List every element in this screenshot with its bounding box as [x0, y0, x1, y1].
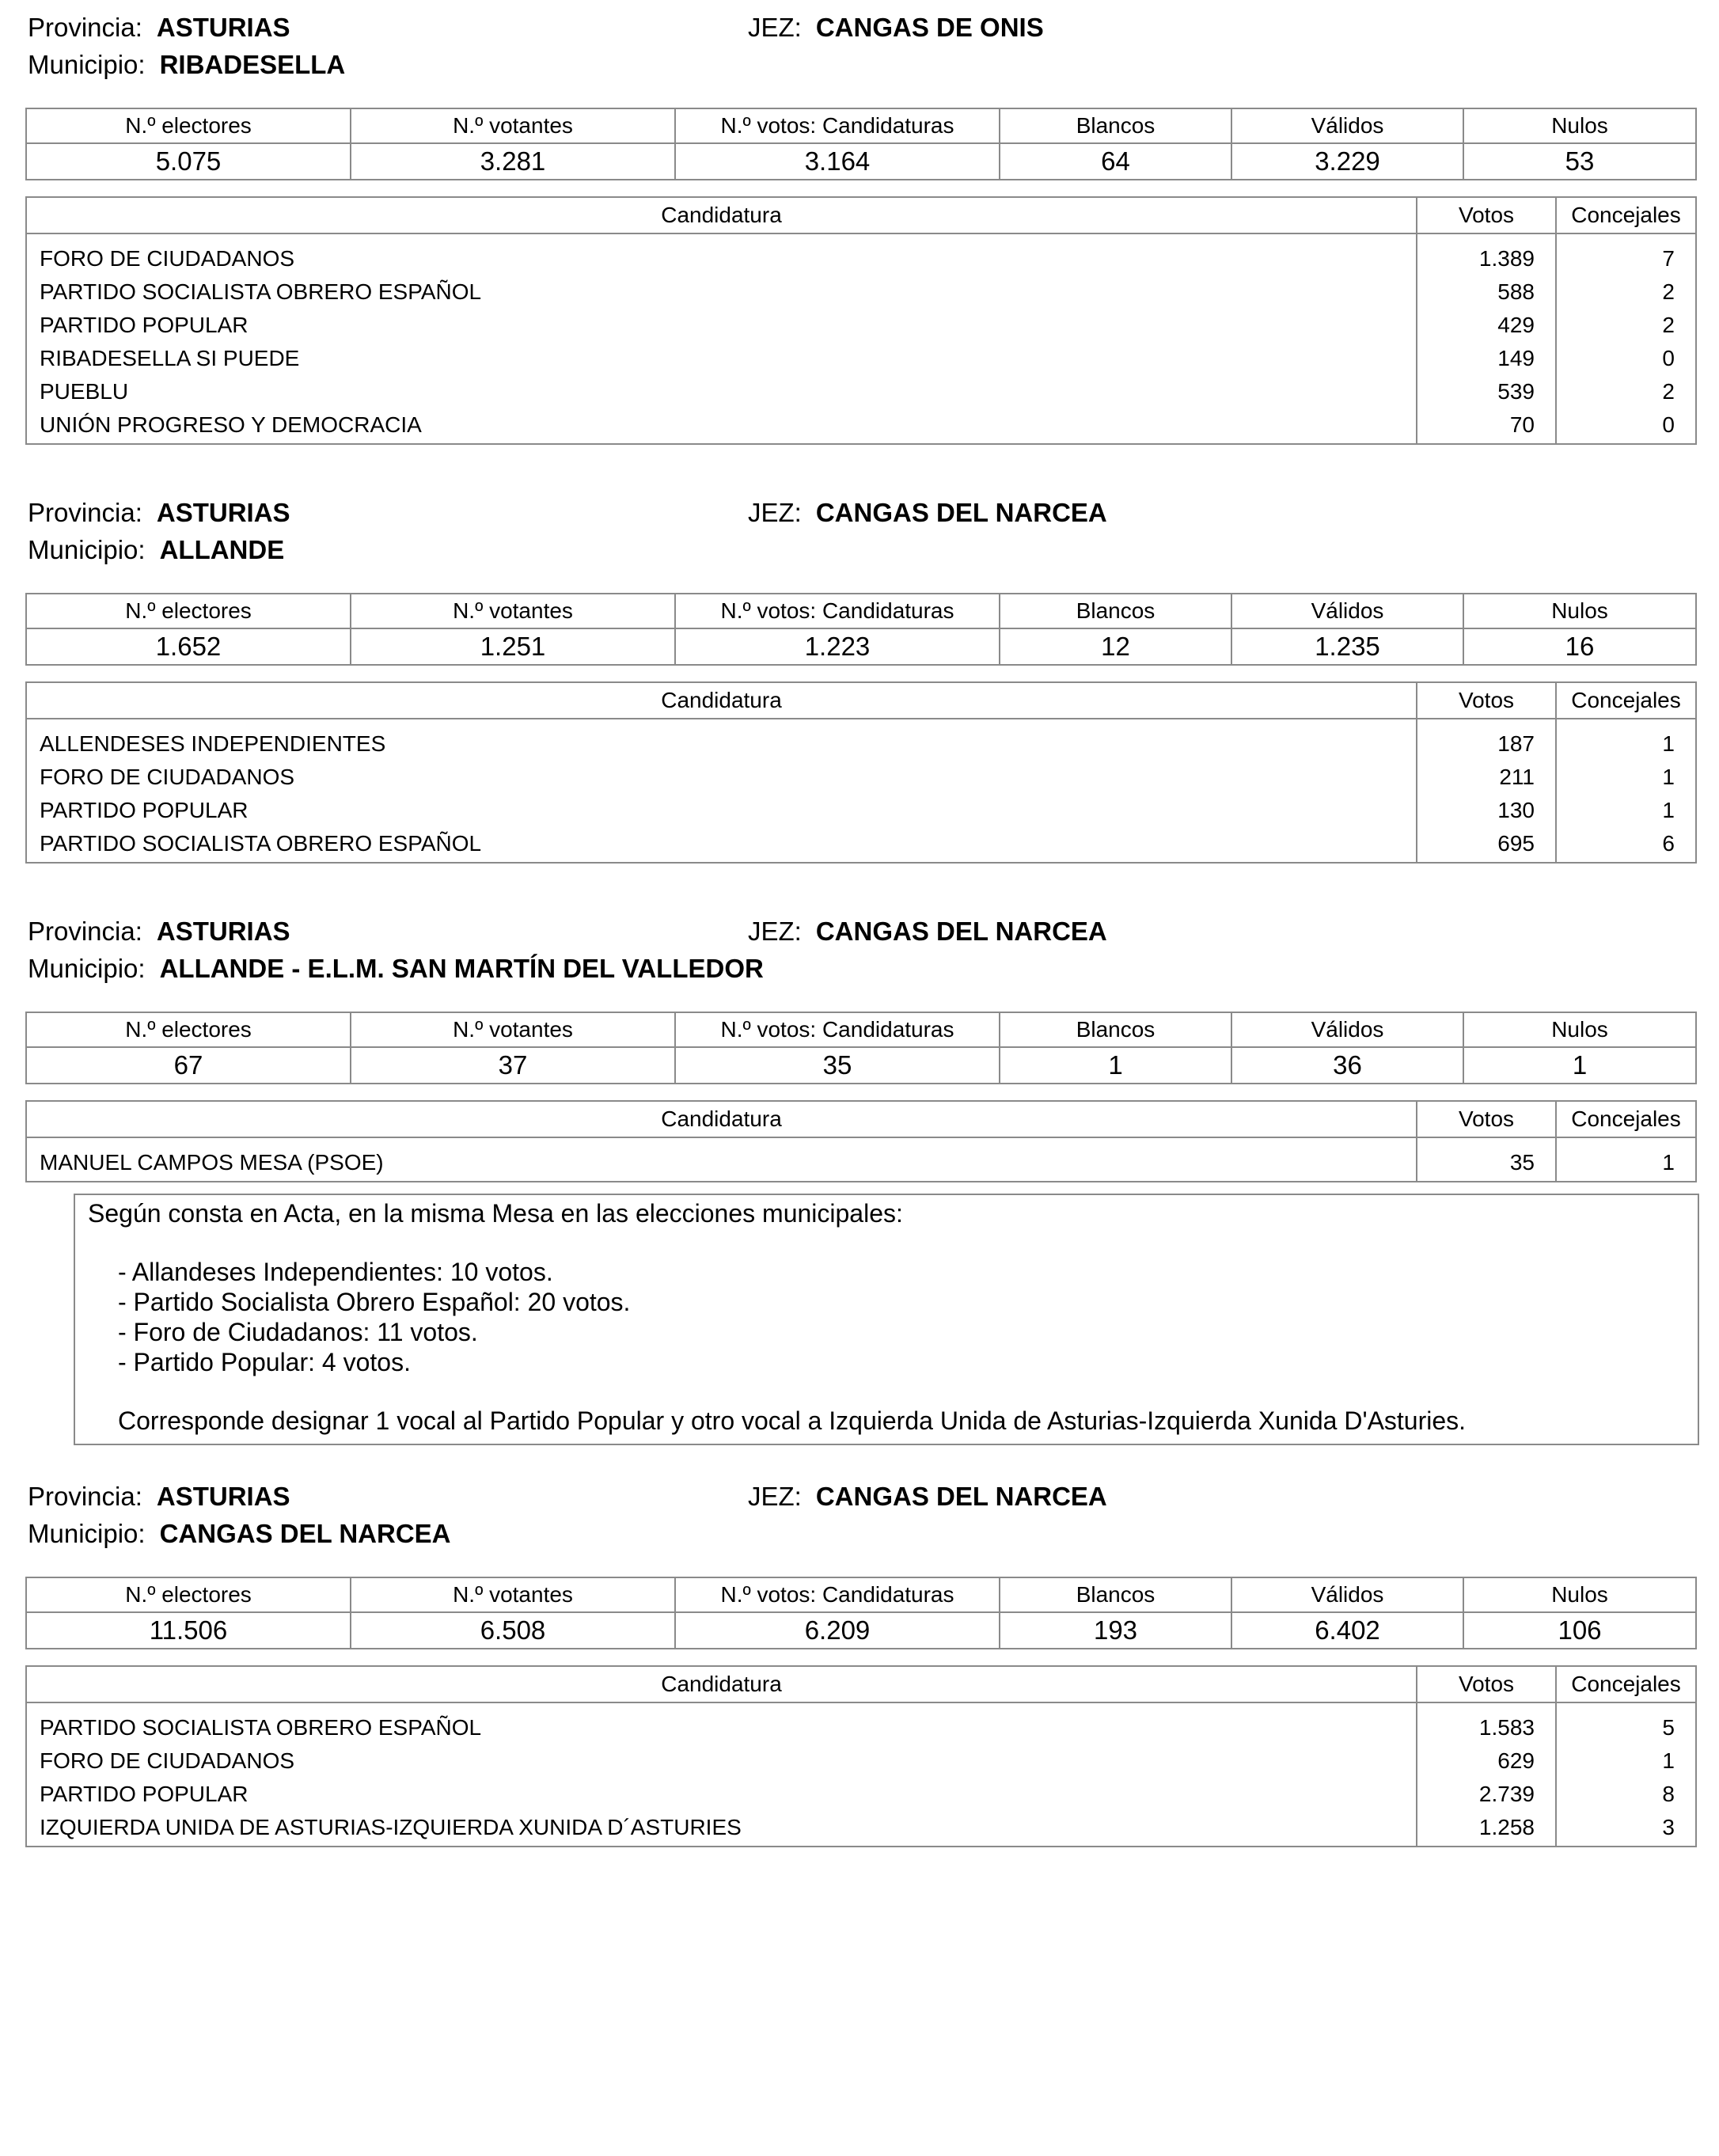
value-votos-candidaturas: 1.223 — [675, 628, 1000, 665]
candidate-concejales: 7 — [1662, 246, 1675, 271]
candidate-votes: 695 — [1497, 831, 1535, 856]
candidate-concejales-column — [1556, 719, 1696, 863]
candidates-table — [25, 681, 1697, 864]
header-validos: Válidos — [1231, 1012, 1463, 1047]
candidate-name: PUEBLU — [40, 379, 129, 404]
candidate-concejales: 2 — [1662, 313, 1675, 337]
provincia-label: Provincia: — [28, 498, 142, 527]
provincia-row — [28, 917, 290, 947]
summary-value-row — [26, 1047, 1696, 1084]
header-blancos: Blancos — [1000, 1012, 1231, 1047]
header-concejales: Concejales — [1556, 197, 1696, 233]
candidate-name: UNIÓN PROGRESO Y DEMOCRACIA — [40, 412, 422, 437]
candidates-header-row — [26, 1101, 1696, 1137]
municipio-row — [28, 535, 284, 565]
header-votantes: N.º votantes — [351, 108, 675, 143]
header-electores: N.º electores — [26, 594, 351, 628]
candidates-body-row — [26, 233, 1696, 444]
summary-value-row — [26, 143, 1696, 180]
summary-header-row — [26, 1012, 1696, 1047]
candidate-name: PARTIDO SOCIALISTA OBRERO ESPAÑOL — [40, 279, 482, 304]
candidate-concejales-column — [1556, 1137, 1696, 1182]
candidate-concejales: 1 — [1662, 798, 1675, 822]
header-blancos: Blancos — [1000, 594, 1231, 628]
provincia-label: Provincia: — [28, 917, 142, 946]
candidate-votes: 187 — [1497, 731, 1535, 756]
value-votantes: 3.281 — [351, 143, 675, 180]
candidates-body-row — [26, 1137, 1696, 1182]
value-blancos: 193 — [1000, 1612, 1231, 1649]
value-votantes: 37 — [351, 1047, 675, 1084]
candidate-concejales: 0 — [1662, 346, 1675, 370]
summary-value-row — [26, 1612, 1696, 1649]
candidate-concejales: 3 — [1662, 1815, 1675, 1839]
candidate-concejales: 1 — [1662, 1150, 1675, 1175]
municipio-label: Municipio: — [28, 50, 146, 79]
value-votos-candidaturas: 6.209 — [675, 1612, 1000, 1649]
note-spacer — [88, 1377, 1698, 1406]
summary-table — [25, 108, 1697, 180]
jez-label: JEZ: — [748, 1482, 802, 1511]
candidate-concejales: 1 — [1662, 731, 1675, 756]
candidate-concejales-column — [1556, 233, 1696, 444]
value-electores: 11.506 — [26, 1612, 351, 1649]
provincia-value: ASTURIAS — [156, 13, 290, 42]
candidate-names-column — [26, 233, 1417, 444]
header-nulos: Nulos — [1463, 1012, 1696, 1047]
candidate-name: FORO DE CIUDADANOS — [40, 246, 295, 271]
value-blancos: 64 — [1000, 143, 1231, 180]
candidates-table — [25, 1665, 1697, 1847]
candidate-votes: 149 — [1497, 346, 1535, 370]
municipio-label: Municipio: — [28, 535, 146, 564]
candidate-votes: 429 — [1497, 313, 1535, 337]
candidate-concejales: 0 — [1662, 412, 1675, 437]
candidate-name: PARTIDO POPULAR — [40, 1782, 249, 1806]
candidate-name: IZQUIERDA UNIDA DE ASTURIAS-IZQUIERDA XUNIDA D´ASTURIES — [40, 1815, 742, 1839]
candidate-name: ALLENDESES INDEPENDIENTES — [40, 731, 386, 756]
provincia-row — [28, 13, 290, 43]
jez-label: JEZ: — [748, 13, 802, 42]
header-votos: Votos — [1417, 197, 1556, 233]
acta-note-box — [74, 1194, 1699, 1445]
value-nulos: 53 — [1463, 143, 1696, 180]
header-concejales: Concejales — [1556, 682, 1696, 719]
jez-row — [748, 917, 1107, 947]
header-electores: N.º electores — [26, 1577, 351, 1612]
summary-header-row — [26, 108, 1696, 143]
header-votos-candidaturas: N.º votos: Candidaturas — [675, 108, 1000, 143]
municipio-row — [28, 1519, 451, 1549]
header-votos-candidaturas: N.º votos: Candidaturas — [675, 1012, 1000, 1047]
header-candidatura: Candidatura — [26, 197, 1417, 233]
header-concejales: Concejales — [1556, 1666, 1696, 1702]
candidates-body-row — [26, 719, 1696, 863]
summary-table — [25, 1012, 1697, 1084]
header-electores: N.º electores — [26, 108, 351, 143]
provincia-value: ASTURIAS — [156, 1482, 290, 1511]
value-votos-candidaturas: 35 — [675, 1047, 1000, 1084]
provincia-row — [28, 1482, 290, 1512]
header-candidatura: Candidatura — [26, 1101, 1417, 1137]
candidate-votes: 588 — [1497, 279, 1535, 304]
note-item: - Partido Socialista Obrero Español: 20 votos. — [118, 1288, 631, 1316]
candidates-table — [25, 1100, 1697, 1182]
header-electores: N.º electores — [26, 1012, 351, 1047]
candidates-header-row — [26, 1666, 1696, 1702]
value-nulos: 16 — [1463, 628, 1696, 665]
candidate-votes: 539 — [1497, 379, 1535, 404]
candidates-header-row — [26, 682, 1696, 719]
municipio-value: ALLANDE — [159, 535, 285, 564]
candidate-name: RIBADESELLA SI PUEDE — [40, 346, 300, 370]
header-validos: Válidos — [1231, 108, 1463, 143]
candidate-name: PARTIDO POPULAR — [40, 798, 249, 822]
municipio-label: Municipio: — [28, 1519, 146, 1548]
jez-value: CANGAS DEL NARCEA — [815, 1482, 1107, 1511]
candidate-votes-column — [1417, 233, 1556, 444]
value-validos: 3.229 — [1231, 143, 1463, 180]
value-electores: 1.652 — [26, 628, 351, 665]
header-concejales: Concejales — [1556, 1101, 1696, 1137]
candidate-votes-column — [1417, 719, 1556, 863]
candidate-concejales: 6 — [1662, 831, 1675, 856]
value-votantes: 1.251 — [351, 628, 675, 665]
candidate-votes: 211 — [1499, 765, 1535, 789]
summary-table — [25, 1577, 1697, 1649]
value-validos: 6.402 — [1231, 1612, 1463, 1649]
jez-row — [748, 13, 1044, 43]
header-votantes: N.º votantes — [351, 1577, 675, 1612]
value-blancos: 1 — [1000, 1047, 1231, 1084]
candidate-votes: 2.739 — [1478, 1782, 1535, 1806]
summary-table — [25, 593, 1697, 666]
note-conclusion: Corresponde designar 1 vocal al Partido Popular y otro vocal a Izquierda Unida de Asturias-Izquierda Xunida D'Asturies. — [118, 1406, 1467, 1435]
header-votantes: N.º votantes — [351, 1012, 675, 1047]
value-electores: 5.075 — [26, 143, 351, 180]
candidate-names-column — [26, 1702, 1417, 1847]
value-validos: 36 — [1231, 1047, 1463, 1084]
provincia-value: ASTURIAS — [156, 917, 290, 946]
candidate-votes: 130 — [1497, 798, 1535, 822]
jez-row — [748, 1482, 1107, 1512]
candidates-body-row — [26, 1702, 1696, 1847]
header-votos: Votos — [1417, 1101, 1556, 1137]
jez-value: CANGAS DEL NARCEA — [815, 917, 1107, 946]
candidate-votes: 1.583 — [1478, 1715, 1535, 1740]
candidate-concejales: 1 — [1662, 765, 1675, 789]
value-validos: 1.235 — [1231, 628, 1463, 665]
header-candidatura: Candidatura — [26, 1666, 1417, 1702]
candidate-votes: 1.258 — [1478, 1815, 1535, 1839]
municipio-row — [28, 954, 764, 984]
note-intro: Según consta en Acta, en la misma Mesa en las elecciones municipales: — [88, 1199, 903, 1228]
candidate-concejales: 1 — [1662, 1748, 1675, 1773]
candidate-votes: 629 — [1497, 1748, 1535, 1773]
header-blancos: Blancos — [1000, 108, 1231, 143]
municipio-label: Municipio: — [28, 954, 146, 983]
municipio-value: RIBADESELLA — [159, 50, 346, 79]
value-votantes: 6.508 — [351, 1612, 675, 1649]
jez-value: CANGAS DE ONIS — [815, 13, 1044, 42]
value-blancos: 12 — [1000, 628, 1231, 665]
candidate-names-column — [26, 1137, 1417, 1182]
provincia-value: ASTURIAS — [156, 498, 290, 527]
header-votos-candidaturas: N.º votos: Candidaturas — [675, 1577, 1000, 1612]
candidate-name: MANUEL CAMPOS MESA (PSOE) — [40, 1150, 384, 1175]
note-spacer — [88, 1228, 1698, 1257]
candidates-table — [25, 196, 1697, 445]
candidate-votes: 70 — [1509, 412, 1535, 437]
candidate-concejales: 8 — [1662, 1782, 1675, 1806]
candidate-name: PARTIDO POPULAR — [40, 313, 249, 337]
header-validos: Válidos — [1231, 1577, 1463, 1612]
candidate-votes: 35 — [1509, 1150, 1535, 1175]
candidate-name: FORO DE CIUDADANOS — [40, 1748, 295, 1773]
provincia-row — [28, 498, 290, 528]
municipio-value: ALLANDE - E.L.M. SAN MARTÍN DEL VALLEDOR — [159, 954, 764, 983]
jez-label: JEZ: — [748, 498, 802, 527]
note-item: - Foro de Ciudadanos: 11 votos. — [118, 1318, 478, 1346]
provincia-label: Provincia: — [28, 1482, 142, 1511]
provincia-label: Provincia: — [28, 13, 142, 42]
header-validos: Válidos — [1231, 594, 1463, 628]
candidates-header-row — [26, 197, 1696, 233]
header-votos: Votos — [1417, 682, 1556, 719]
header-candidatura: Candidatura — [26, 682, 1417, 719]
candidate-name: PARTIDO SOCIALISTA OBRERO ESPAÑOL — [40, 831, 482, 856]
note-item: - Allandeses Independientes: 10 votos. — [118, 1258, 553, 1286]
summary-header-row — [26, 594, 1696, 628]
candidate-concejales: 5 — [1662, 1715, 1675, 1740]
municipio-row — [28, 50, 345, 80]
candidate-concejales: 2 — [1662, 279, 1675, 304]
header-votantes: N.º votantes — [351, 594, 675, 628]
header-nulos: Nulos — [1463, 594, 1696, 628]
jez-value: CANGAS DEL NARCEA — [815, 498, 1107, 527]
value-votos-candidaturas: 3.164 — [675, 143, 1000, 180]
value-nulos: 106 — [1463, 1612, 1696, 1649]
candidate-votes-column — [1417, 1702, 1556, 1847]
note-item: - Partido Popular: 4 votos. — [118, 1348, 411, 1376]
header-blancos: Blancos — [1000, 1577, 1231, 1612]
jez-label: JEZ: — [748, 917, 802, 946]
summary-value-row — [26, 628, 1696, 665]
jez-row — [748, 498, 1107, 528]
candidate-name: FORO DE CIUDADANOS — [40, 765, 295, 789]
candidate-votes-column — [1417, 1137, 1556, 1182]
candidate-votes: 1.389 — [1478, 246, 1535, 271]
header-votos-candidaturas: N.º votos: Candidaturas — [675, 594, 1000, 628]
value-electores: 67 — [26, 1047, 351, 1084]
candidate-concejales-column — [1556, 1702, 1696, 1847]
value-nulos: 1 — [1463, 1047, 1696, 1084]
summary-header-row — [26, 1577, 1696, 1612]
candidate-name: PARTIDO SOCIALISTA OBRERO ESPAÑOL — [40, 1715, 482, 1740]
candidate-names-column — [26, 719, 1417, 863]
municipio-value: CANGAS DEL NARCEA — [159, 1519, 451, 1548]
header-votos: Votos — [1417, 1666, 1556, 1702]
header-nulos: Nulos — [1463, 1577, 1696, 1612]
header-nulos: Nulos — [1463, 108, 1696, 143]
candidate-concejales: 2 — [1662, 379, 1675, 404]
